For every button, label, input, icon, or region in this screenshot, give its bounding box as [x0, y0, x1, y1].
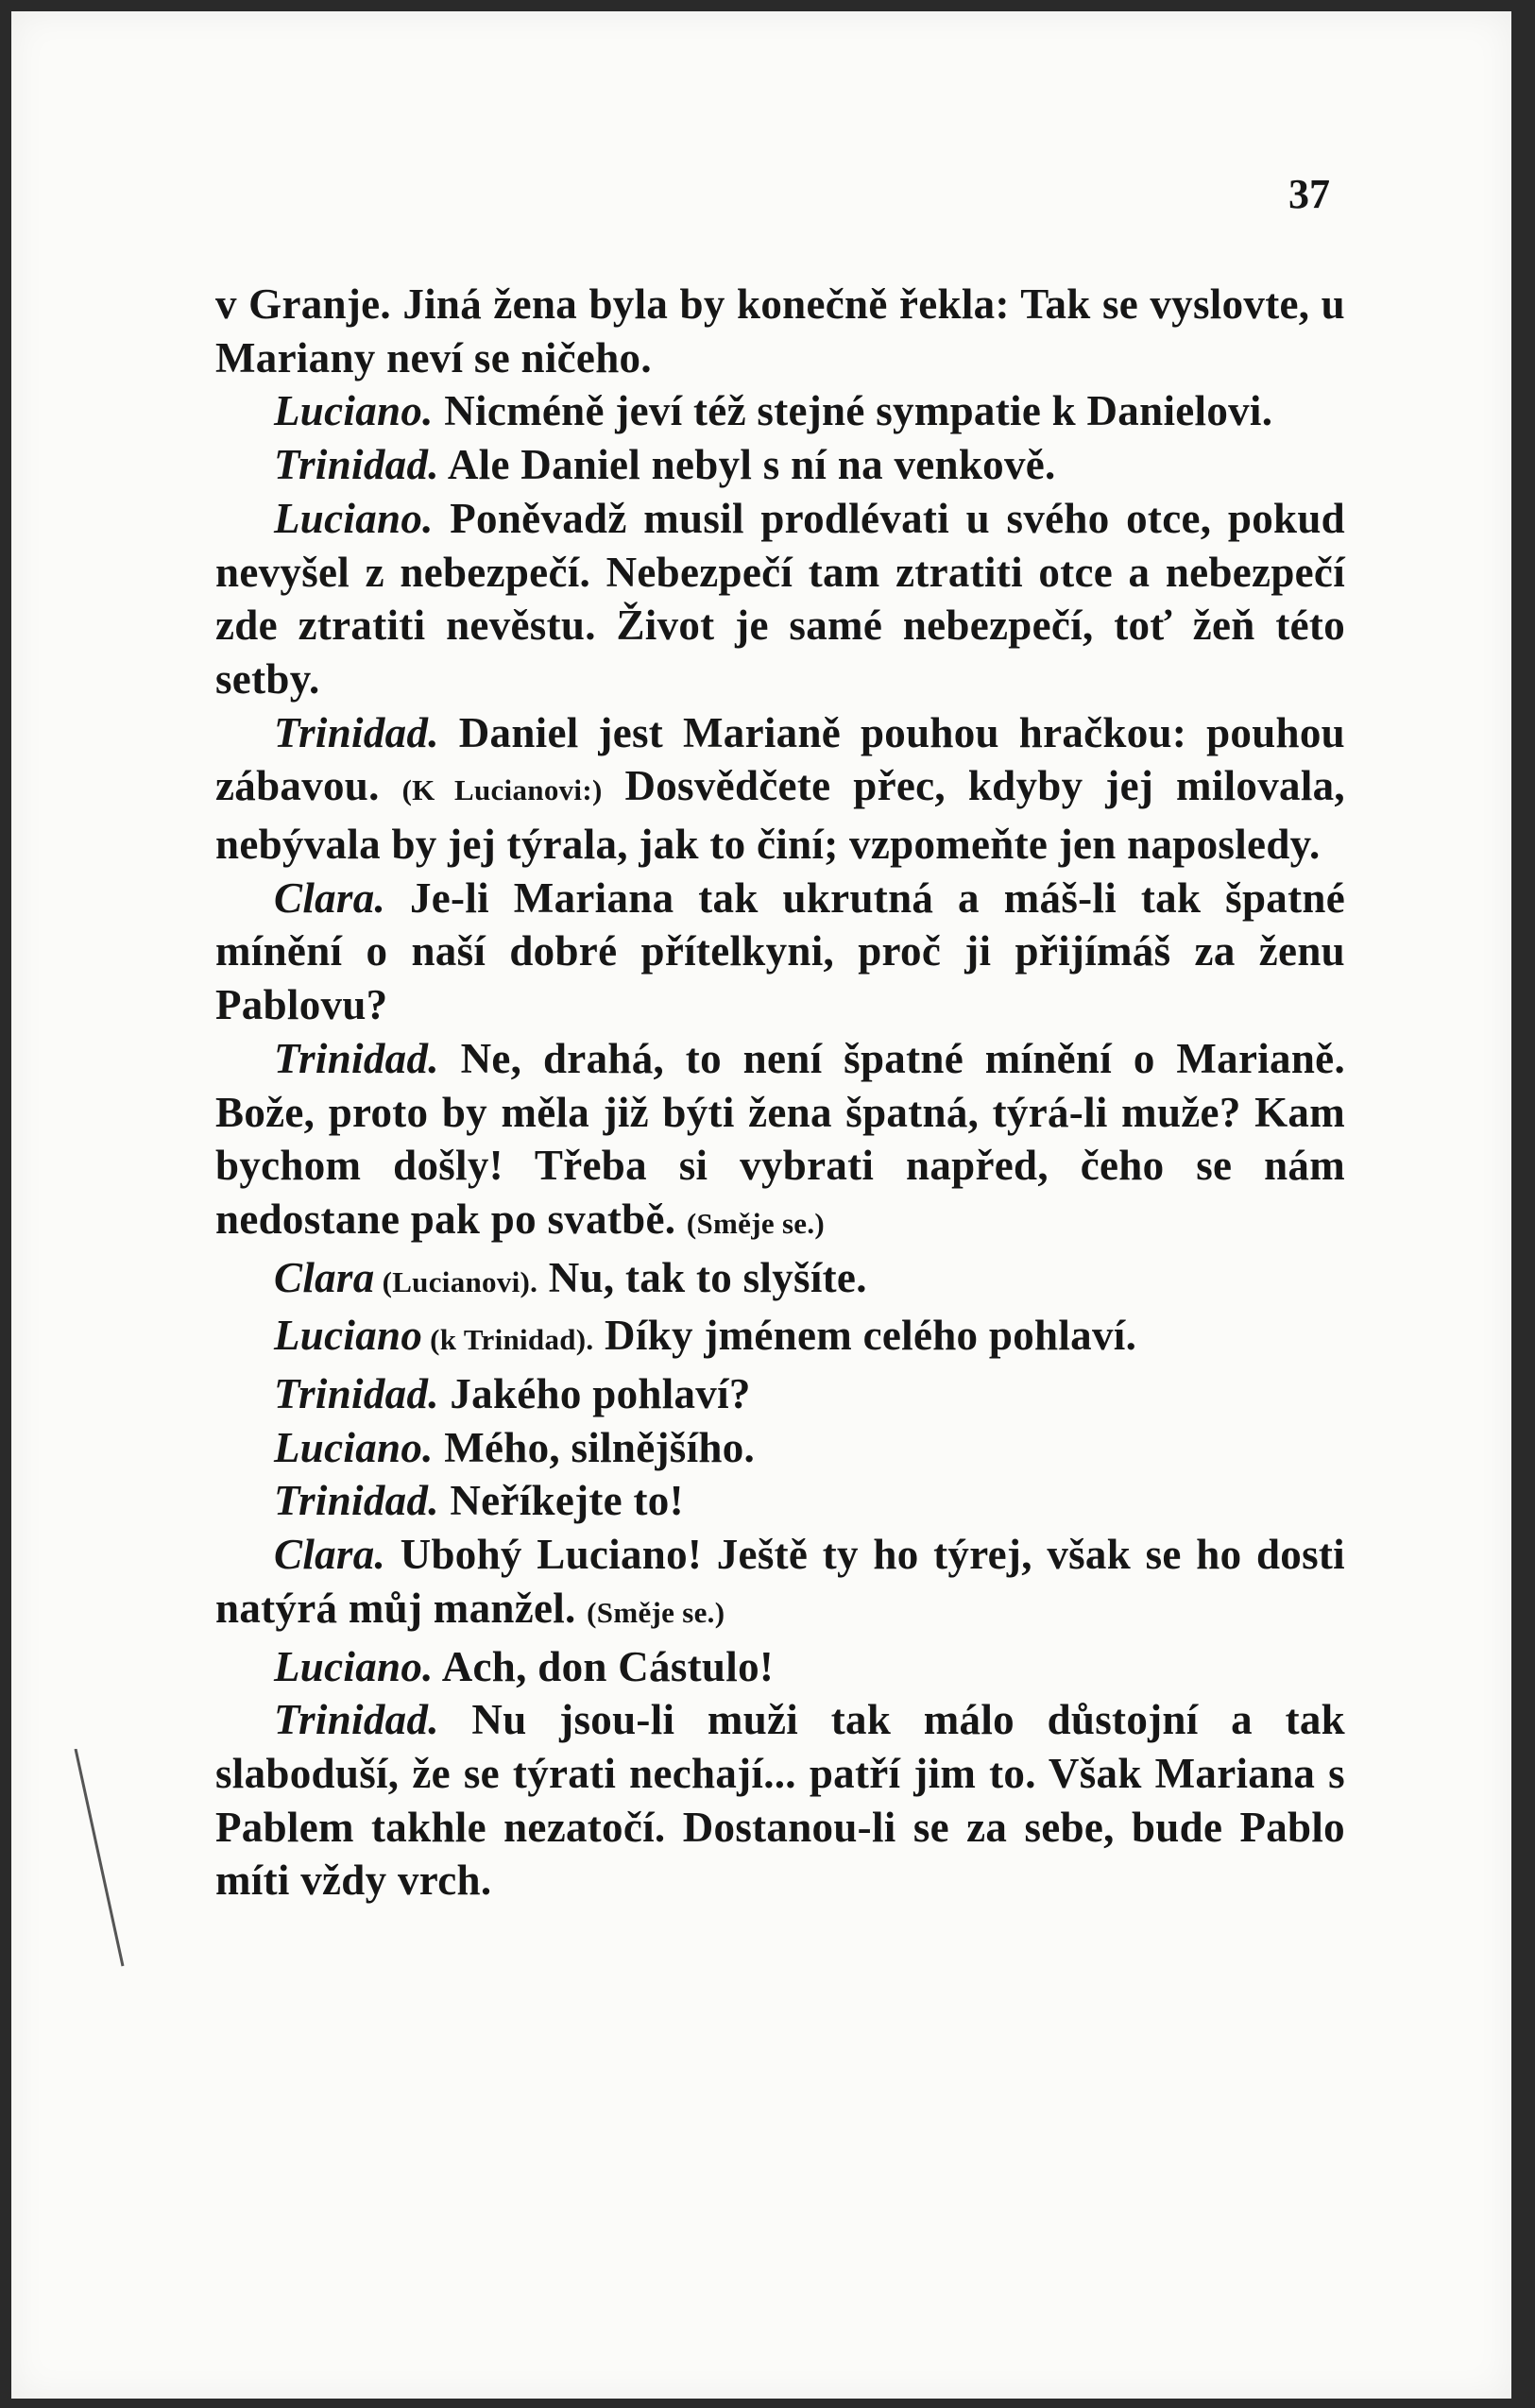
paragraph	[215, 278, 1345, 384]
paragraph-text: Je-li Mariana tak ukrutná a máš-li tak špatné mínění o naší dobré přítelkyni, proč ji přijímáš za ženu Pablovu?	[215, 873, 1345, 1029]
paragraph	[215, 1032, 1345, 1251]
speaker-name: Trinidad.	[274, 441, 439, 489]
paragraph	[215, 1367, 1345, 1421]
paragraph-text: v Granje. Jiná žena byla by konečně řekla: Tak se vyslovte, u Mariany neví se ničeho.	[215, 280, 1345, 382]
paragraph-text: Díky jménem celého pohlaví.	[593, 1312, 1137, 1360]
paragraph-text-continued: Dosvědčete přec, kdyby jej milovala, nebývala by jej týrala, jak to činí; vzpomeňte jen naposledy.	[215, 762, 1345, 869]
stage-direction: (Lucianovi).	[374, 1264, 538, 1298]
paragraph-text: Ubohý Luciano! Ještě ty ho týrej, však se ho dosti natýrá můj manžel.	[215, 1531, 1345, 1632]
paragraph	[215, 384, 1345, 438]
paragraph-text: Neříkejte to!	[438, 1477, 684, 1525]
paragraph-text: Mého, silnějšího.	[433, 1423, 756, 1471]
speaker-name: Luciano.	[274, 494, 434, 542]
stage-direction: (k Trinidad).	[422, 1323, 594, 1357]
paragraph-text: Ale Daniel nebyl s ní na venkově.	[438, 441, 1056, 489]
paragraph	[215, 492, 1345, 706]
stage-direction: (K Lucianovi:)	[401, 773, 603, 807]
speaker-name: Trinidad.	[274, 1034, 439, 1082]
book-page	[11, 11, 1511, 2399]
paragraph-text: Daniel jest Marianě pouhou hračkou: pouhou zábavou.	[215, 708, 1345, 810]
speaker-name: Clara	[274, 1253, 375, 1301]
paragraph-text: Nu jsou-li muži tak málo důstojní a tak slaboduší, že se týrati nechají... patří jim to. Však Mariana s Pablem takhle nezatočí. Dostanou-li se za sebe, bude Pablo míti vždy vrch.	[215, 1696, 1345, 1905]
paragraph	[215, 1421, 1345, 1475]
page-number: 37	[1288, 171, 1330, 217]
paragraph	[215, 706, 1345, 872]
speaker-name: Trinidad.	[274, 1696, 439, 1744]
paragraph	[215, 872, 1345, 1032]
stage-direction: (Směje se.)	[587, 1595, 725, 1629]
paragraph-text: Ach, don Cástulo!	[433, 1642, 775, 1690]
speaker-name: Trinidad.	[274, 1370, 439, 1418]
paragraph-text: Ne, drahá, to není špatné mínění o Marianě. Bože, proto by měla již býti žena špatná, týrá-li muže? Kam bychom došly! Třeba si vybrati napřed, čeho se nám nedostane pak po svatbě.	[215, 1034, 1345, 1243]
speaker-name: Trinidad.	[274, 1477, 439, 1525]
paragraph-text: Nicméně jeví též stejné sympatie k Danielovi.	[433, 387, 1273, 435]
paragraph	[215, 1693, 1345, 1908]
speaker-name: Clara.	[274, 1531, 386, 1579]
speaker-name: Luciano.	[274, 1642, 434, 1690]
speaker-name: Clara.	[274, 873, 386, 922]
paragraph-text: Jakého pohlaví?	[438, 1370, 751, 1418]
margin-scratch-mark	[57, 1749, 142, 1976]
speaker-name: Luciano.	[274, 1423, 434, 1471]
paragraph-text: Poněvadž musil prodlévati u svého otce, pokud nevyšel z nebezpečí. Nebezpečí tam ztratiti otce a nebezpečí zde ztratiti nevěstu. Život je samé nebezpečí, toť žeň této setby.	[215, 494, 1345, 703]
paragraph	[215, 1309, 1345, 1367]
paragraph	[215, 438, 1345, 492]
speaker-name: Luciano	[274, 1312, 423, 1360]
paragraph	[215, 1528, 1345, 1639]
stage-direction: (Směje se.)	[686, 1206, 826, 1240]
page-text	[215, 278, 1345, 1908]
paragraph	[215, 1474, 1345, 1528]
paragraph	[215, 1640, 1345, 1694]
paragraph-text: Nu, tak to slyšíte.	[537, 1253, 867, 1301]
speaker-name: Luciano.	[274, 387, 434, 435]
paragraph	[215, 1251, 1345, 1310]
speaker-name: Trinidad.	[274, 708, 439, 756]
